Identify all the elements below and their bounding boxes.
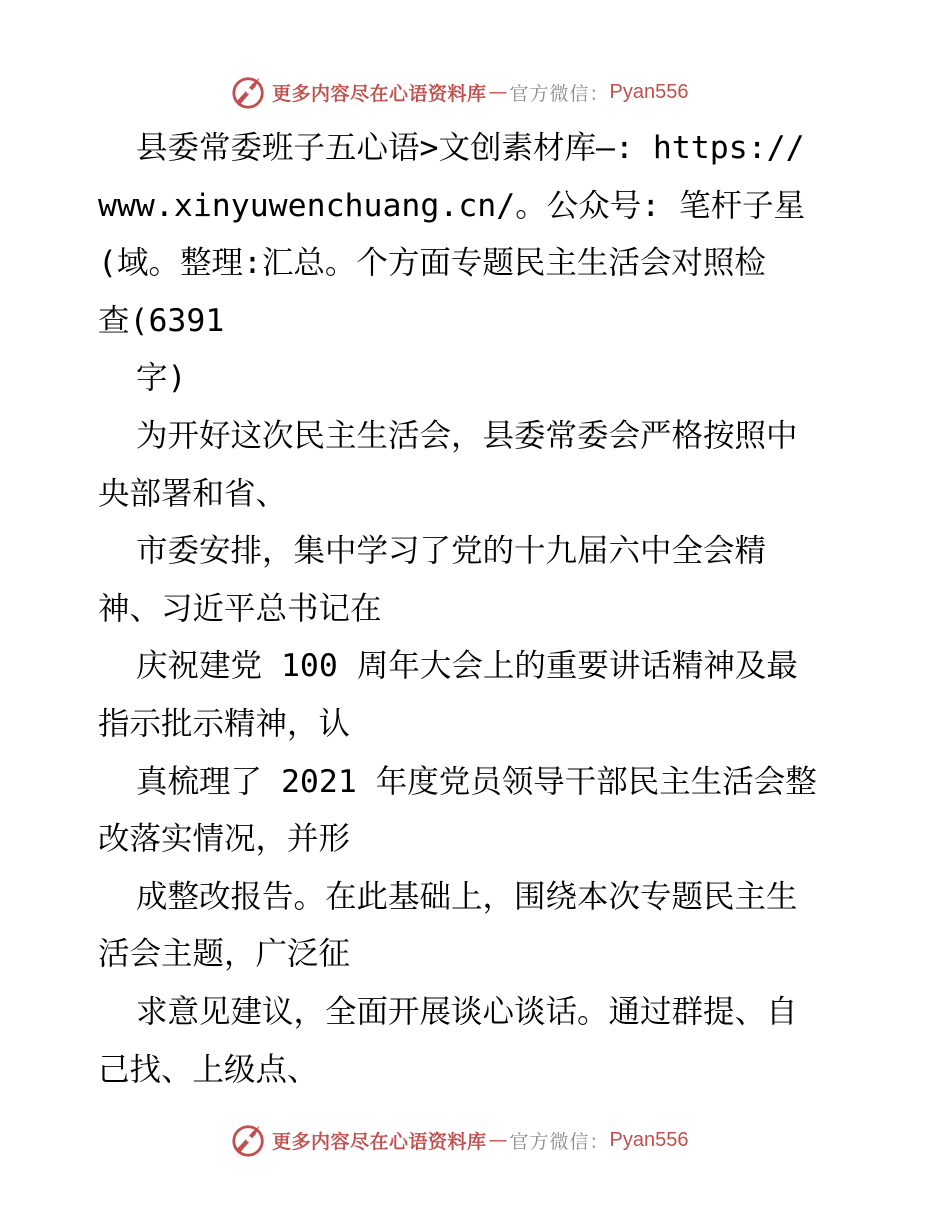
- text-line: 庆祝建党 100 周年大会上的重要讲话精神及最: [136, 648, 798, 685]
- text-line: 指示批示精神，认: [98, 705, 351, 742]
- text-line: 字): [136, 360, 187, 397]
- text-line: (域。整理:汇总。个方面专题民主生活会对照检: [98, 245, 766, 282]
- text-line: 查(6391: [98, 302, 225, 339]
- text-line: 央部署和省、: [98, 475, 288, 512]
- banner-dash: —: [488, 81, 508, 103]
- banner-wechat-id: Pyan556: [609, 1128, 689, 1151]
- text-line: 己找、上级点、: [98, 1051, 319, 1088]
- header-banner: [230, 72, 730, 112]
- text-line: 求意见建议，全面开展谈心谈话。通过群提、自: [136, 993, 798, 1030]
- text-line: 改落实情况，并形: [98, 821, 351, 858]
- text-line: 为开好这次民主生活会，县委常委会严格按照中: [136, 417, 798, 454]
- banner-official-label: 官方微信：: [509, 82, 610, 105]
- footer-banner: [230, 1120, 730, 1160]
- text-line: 活会主题，广泛征: [98, 936, 351, 973]
- banner-main-text: 更多内容尽在心语资料库: [272, 1130, 487, 1153]
- text-line: 真梳理了 2021 年度党员领导干部民主生活会整: [136, 763, 817, 800]
- pen-nib-logo-icon: [230, 1122, 268, 1158]
- banner-official-label: 官方微信：: [509, 1130, 610, 1153]
- text-line: 神、习近平总书记在: [98, 590, 382, 627]
- text-line: www.xinyuwenchuang.cn/。公众号: 笔杆子星: [98, 187, 806, 224]
- text-line: 市委安排，集中学习了党的十九届六中全会精: [136, 533, 767, 570]
- text-line: 成整改报告。在此基础上，围绕本次专题民主生: [136, 878, 798, 915]
- banner-main-text: 更多内容尽在心语资料库: [272, 82, 487, 105]
- text-line: 县委常委班子五心语>文创素材库—: https://: [136, 130, 805, 166]
- banner-dash: —: [488, 1129, 508, 1151]
- pen-nib-logo-icon: [230, 74, 268, 110]
- document-body: [98, 120, 858, 1099]
- banner-wechat-id: Pyan556: [609, 80, 689, 103]
